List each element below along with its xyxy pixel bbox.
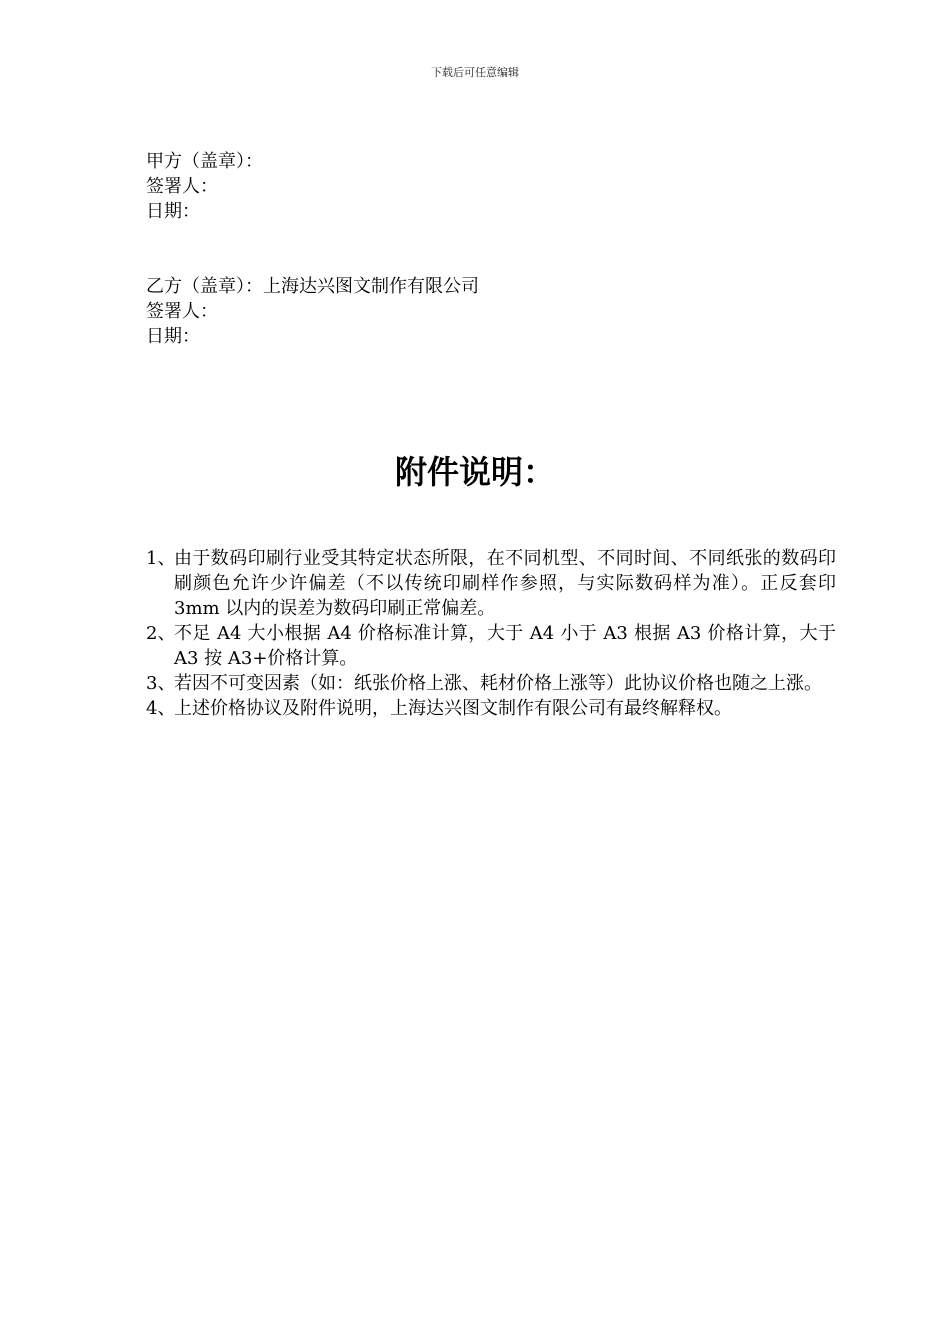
party-a-signature-block: [146, 149, 263, 224]
note-text: 由于数码印刷行业受其特定状态所限，在不同机型、不同时间、不同纸张的数码印刷颜色允许少许偏差（不以传统印刷样作参照，与实际数码样为准）。正反套印 3mm 以内的误差为数码印刷正常偏差。: [174, 548, 836, 619]
party-b-label: 乙方（盖章）：上海达兴图文制作有限公司: [146, 276, 479, 297]
party-a-label: 甲方（盖章）：: [146, 151, 263, 172]
note-number: 4、: [146, 698, 176, 719]
appendix-title: 附件说明：: [394, 453, 555, 491]
list-item: [146, 671, 836, 696]
page-header: 下载后可任意编辑: [431, 66, 519, 79]
party-a-date: 日期：: [146, 201, 200, 222]
party-b-signer: 签署人：: [146, 301, 218, 322]
appendix-notes-list: [146, 546, 836, 721]
party-b-date: 日期：: [146, 326, 200, 347]
list-item: [146, 696, 836, 721]
note-number: 2、: [146, 623, 176, 644]
note-number: 3、: [146, 673, 176, 694]
note-text: 不足 A4 大小根据 A4 价格标准计算，大于 A4 小于 A3 根据 A3 价格计算，大于 A3 按 A3+价格计算。: [174, 623, 836, 669]
list-item: [146, 621, 836, 671]
list-item: [146, 546, 836, 621]
party-b-signature-block: [146, 274, 479, 349]
note-text: 若因不可变因素（如：纸张价格上涨、耗材价格上涨等）此协议价格也随之上涨。: [174, 673, 822, 694]
note-number: 1、: [146, 548, 176, 569]
note-text: 上述价格协议及附件说明，上海达兴图文制作有限公司有最终解释权。: [174, 698, 732, 719]
party-a-signer: 签署人：: [146, 176, 218, 197]
